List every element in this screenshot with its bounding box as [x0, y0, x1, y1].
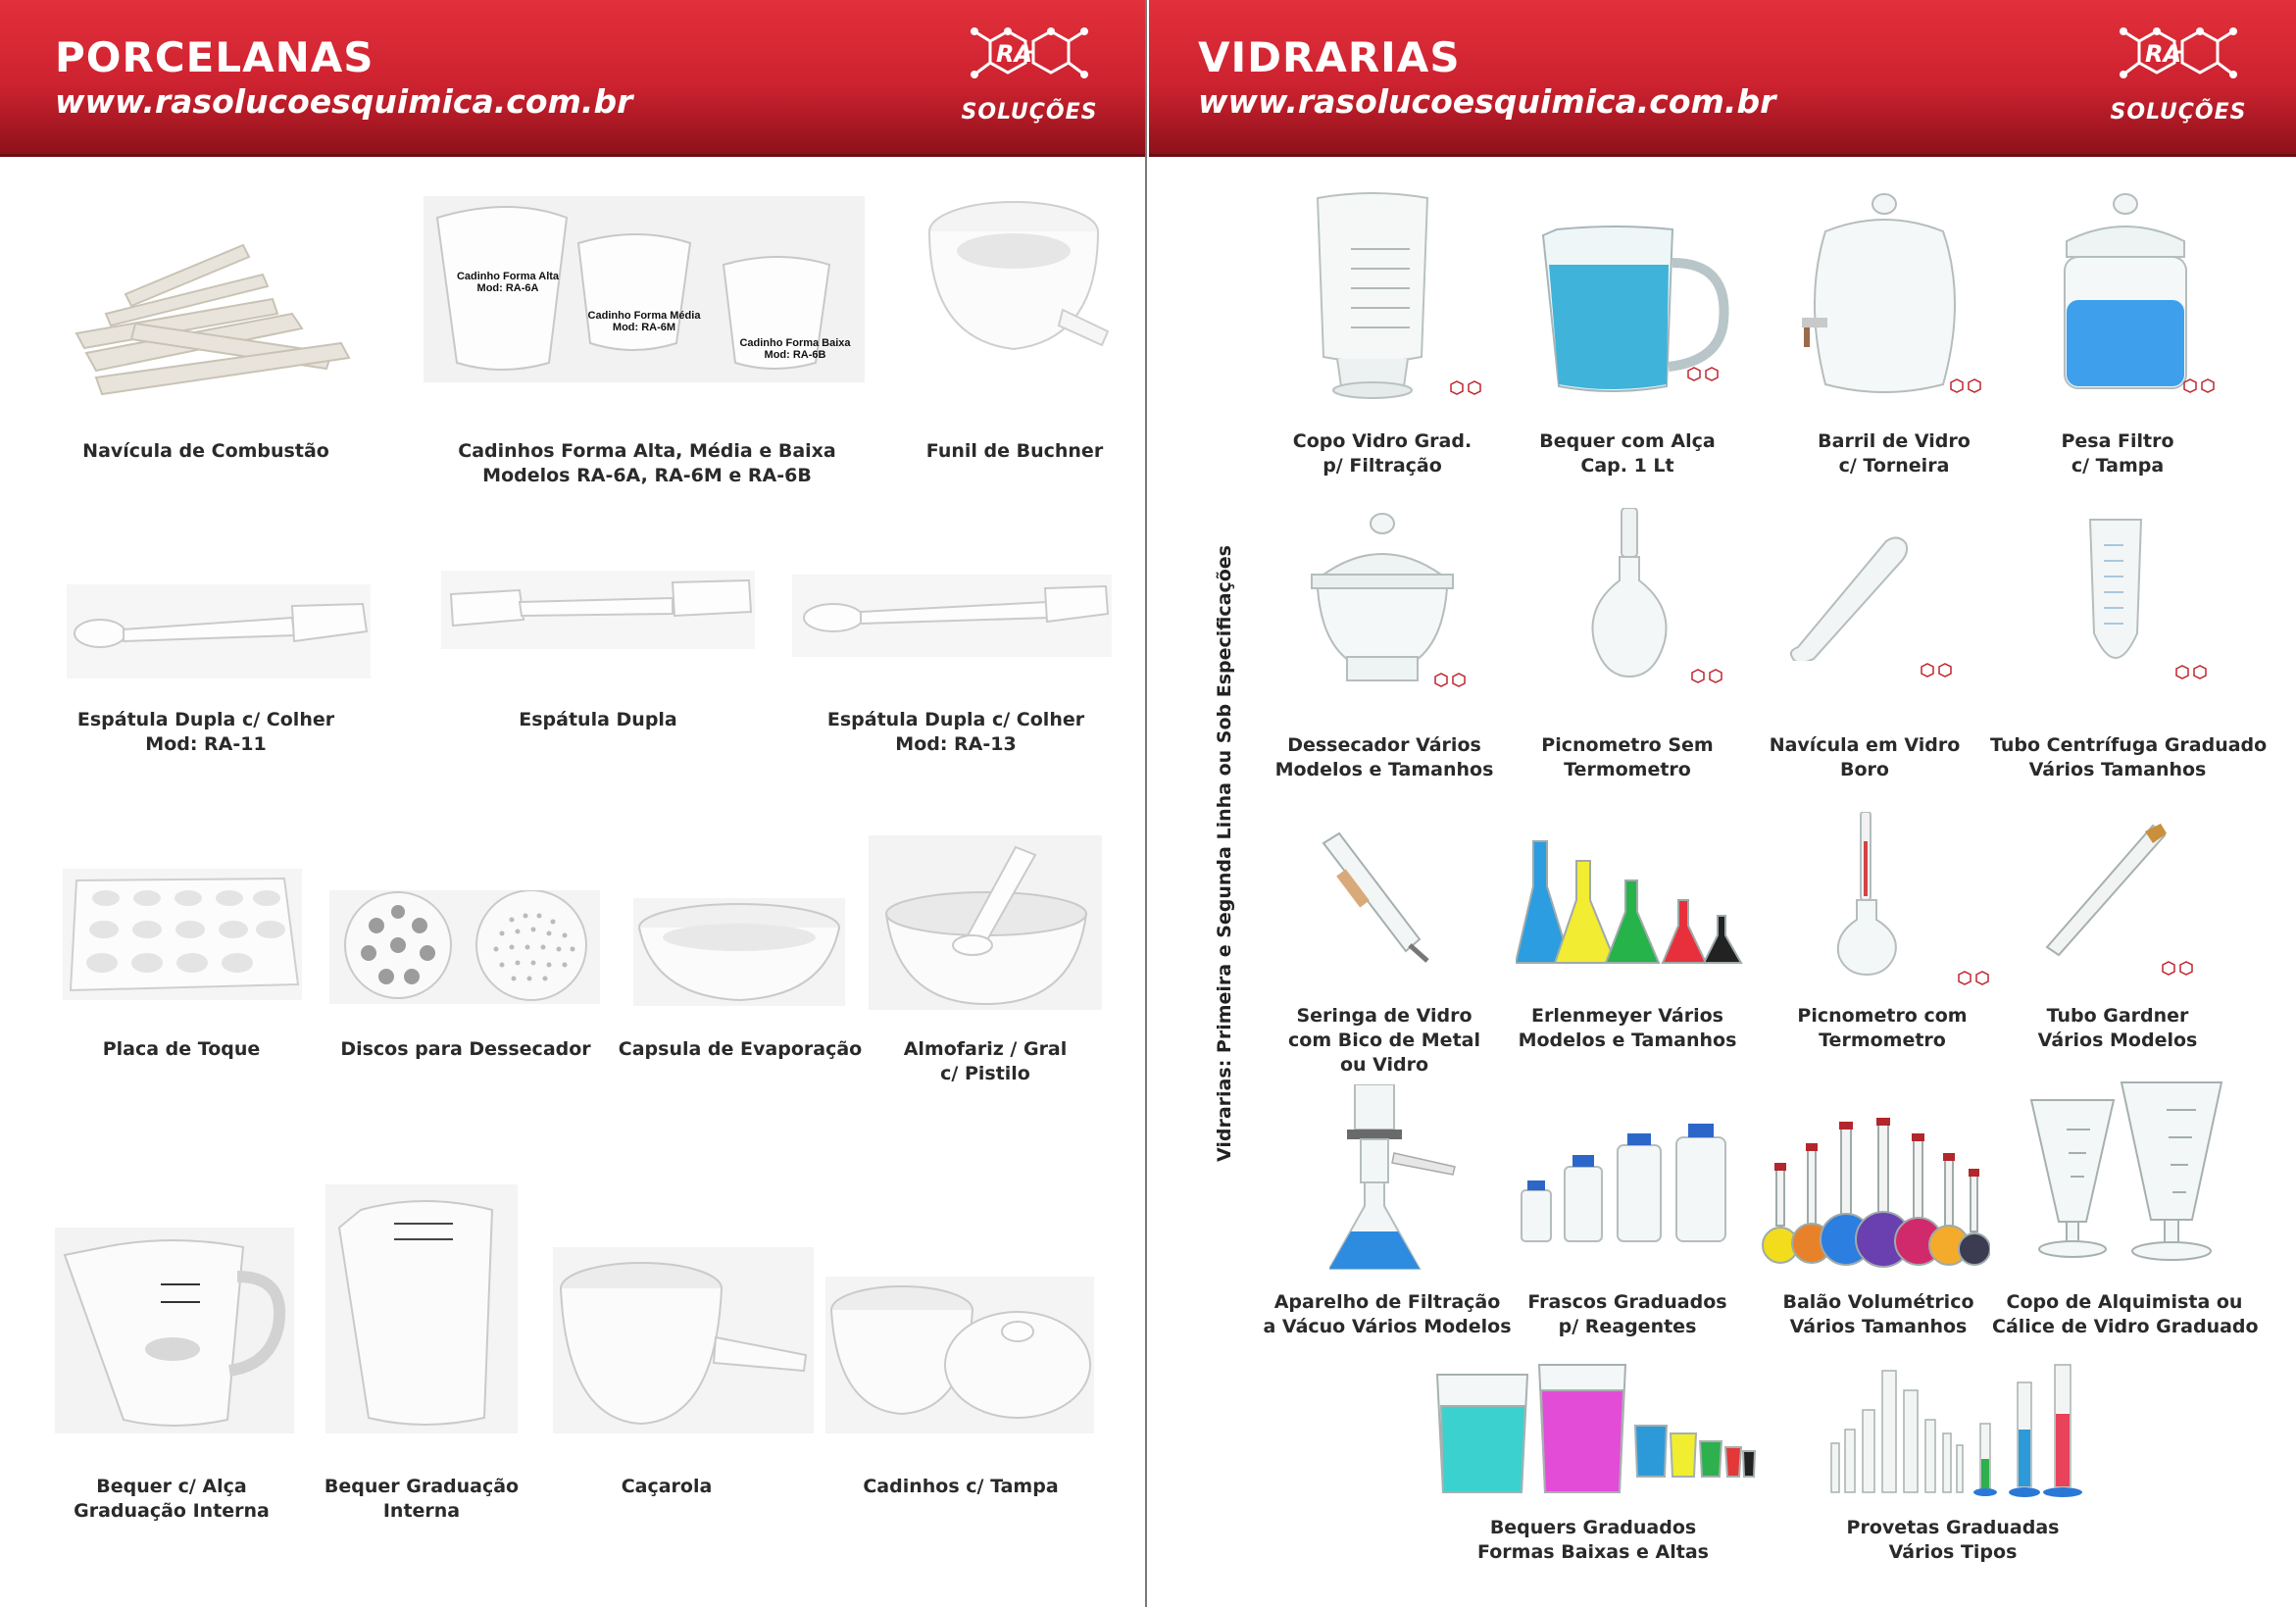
item-caption: Frascos Graduados p/ Reagentes — [1527, 1291, 1727, 1337]
buchner-funnel-icon — [916, 192, 1112, 378]
molecule-logo-icon — [2167, 665, 2218, 686]
desiccator-icon — [1304, 510, 1461, 686]
spot-plate-icon — [63, 869, 302, 1000]
logo-text: SOLUÇÕES — [2110, 100, 2247, 125]
item-caption: Cadinhos Forma Alta, Média e Baixa Modelos RA-6A, RA-6M e RA-6B — [458, 440, 836, 486]
item-caption: Bequer Graduação Interna — [324, 1476, 520, 1522]
erlenmeyer-icon — [1516, 837, 1747, 969]
logo-letter-r: RA — [996, 40, 1033, 68]
crucible-label-alta: Cadinho Forma Alta Mod: RA-6A — [456, 271, 560, 294]
item-caption: Espátula Dupla — [519, 709, 677, 730]
item-caption: Dessecador Vários Modelos e Tamanhos — [1274, 734, 1494, 780]
molecule-logo-icon — [1912, 663, 1963, 684]
molecule-logo-icon — [2110, 25, 2247, 112]
item-caption: Caçarola — [621, 1476, 713, 1497]
item-caption: Picnometro Sem Termometro — [1541, 734, 1714, 780]
item-caption: Aparelho de Filtração a Vácuo Vários Modelos — [1263, 1291, 1512, 1337]
item-caption: Capsula de Evaporação — [618, 1038, 863, 1060]
casserole-icon — [553, 1247, 814, 1433]
brand-watermark — [1941, 378, 1992, 408]
centrifuge-tube-icon — [2088, 516, 2143, 682]
item-caption: Balão Volumétrico Vários Tamanhos — [1782, 1291, 1974, 1337]
item-caption: Almofariz / Gral c/ Pistilo — [903, 1038, 1068, 1084]
brand-watermark — [1425, 673, 1476, 702]
section-title: VIDRARIAS — [1198, 33, 1461, 81]
item-caption: Pesa Filtro c/ Tampa — [2061, 430, 2174, 477]
brand-logo — [2110, 25, 2247, 133]
item-caption: Bequer com Alça Cap. 1 Lt — [1539, 430, 1716, 477]
molecule-logo-icon — [2153, 961, 2204, 982]
molecule-logo-icon — [961, 25, 1098, 112]
item-caption: Provetas Graduadas Vários Tipos — [1846, 1517, 2060, 1563]
molecule-logo-icon — [1941, 378, 1992, 400]
brand-watermark — [2153, 961, 2204, 990]
graduated-goblet-icon — [2029, 1075, 2223, 1265]
item-caption: Erlenmeyer Vários Modelos e Tamanhos — [1518, 1005, 1737, 1051]
mortar-pestle-icon — [869, 835, 1102, 1010]
item-caption: Tubo Gardner Vários Modelos — [2037, 1005, 2198, 1051]
website-url[interactable]: www.rasolucoesquimica.com.br — [55, 82, 633, 121]
filter-cup-icon — [1312, 190, 1433, 404]
gardner-tube-icon — [2043, 820, 2169, 957]
header-banner — [0, 0, 1145, 157]
item-caption: Espátula Dupla c/ Colher Mod: RA-13 — [826, 709, 1085, 755]
molecule-logo-icon — [1682, 669, 1733, 690]
brand-watermark — [1682, 669, 1733, 698]
graduated-beakers-icon — [1433, 1361, 1757, 1498]
side-note: Vidrarias: Primeira e Segunda Linha ou Sob Especificações — [1214, 545, 1235, 1162]
item-caption: Discos para Dessecador — [340, 1038, 591, 1060]
header-banner — [1149, 0, 2296, 157]
molecule-logo-icon — [1441, 380, 1492, 402]
item-caption: Tubo Centrífuga Graduado Vários Tamanhos — [1990, 734, 2268, 780]
website-url[interactable]: www.rasolucoesquimica.com.br — [1198, 82, 1776, 121]
desiccator-disc-icon — [329, 890, 600, 1004]
molecule-logo-icon — [1678, 367, 1729, 388]
item-caption: Barril de Vidro c/ Torneira — [1818, 430, 1971, 477]
glass-barrel-icon — [1796, 192, 1963, 400]
item-caption: Espátula Dupla c/ Colher Mod: RA-11 — [76, 709, 335, 755]
lidded-crucible-icon — [825, 1277, 1094, 1433]
item-caption: Navícula em Vidro Boro — [1769, 734, 1961, 780]
item-caption: Seringa de Vidro com Bico de Metal ou Vidro — [1288, 1005, 1480, 1076]
glass-syringe-icon — [1318, 831, 1439, 969]
logo-letter-r: RA — [2145, 40, 2182, 68]
spatula-spoon-icon — [792, 575, 1112, 657]
brand-watermark — [1949, 971, 2000, 1000]
item-caption: Picnometro com Termometro — [1797, 1005, 1968, 1051]
item-caption: Copo de Alquimista ou Cálice de Vidro Graduado — [1992, 1291, 2259, 1337]
item-caption: Bequer c/ Alça Graduação Interna — [74, 1476, 270, 1522]
weighing-bottle-icon — [2051, 192, 2200, 394]
double-spatula-icon — [441, 571, 755, 649]
item-caption: Cadinhos c/ Tampa — [863, 1476, 1059, 1497]
section-title: PORCELANAS — [55, 33, 374, 81]
crucible-label-media: Cadinho Forma Média Mod: RA-6M — [587, 310, 701, 333]
brand-watermark — [1912, 663, 1963, 692]
graduated-cylinders-icon — [1827, 1361, 2086, 1498]
item-caption: Placa de Toque — [102, 1038, 261, 1060]
pycnometer-thermometer-icon — [1833, 812, 1902, 977]
glass-boat-icon — [1784, 529, 1912, 661]
logo-text: SOLUÇÕES — [961, 100, 1098, 125]
combustion-boat-icon — [67, 206, 361, 402]
brand-logo — [961, 25, 1098, 133]
brand-watermark — [2167, 665, 2218, 694]
vacuum-filtration-icon — [1329, 1084, 1463, 1277]
reagent-bottles-icon — [1520, 1124, 1729, 1247]
evaporating-dish-icon — [633, 898, 845, 1006]
item-caption: Funil de Buchner — [925, 440, 1104, 462]
brand-watermark — [1678, 367, 1729, 396]
tall-beaker-icon — [325, 1184, 518, 1433]
molecule-logo-icon — [2174, 378, 2225, 400]
beaker-handle-icon — [55, 1228, 294, 1433]
brand-watermark — [2174, 378, 2225, 408]
pycnometer-icon — [1580, 508, 1678, 680]
porcelanas-page — [0, 0, 1147, 1607]
molecule-logo-icon — [1949, 971, 2000, 992]
item-caption: Copo Vidro Grad. p/ Filtração — [1292, 430, 1472, 477]
brand-watermark — [1441, 380, 1492, 410]
spatula-spoon-icon — [67, 584, 371, 678]
volumetric-flask-icon — [1761, 1118, 1990, 1269]
molecule-logo-icon — [1425, 673, 1476, 694]
item-caption: Navícula de Combustão — [82, 440, 329, 462]
crucible-label-baixa: Cadinho Forma Baixa Mod: RA-6B — [739, 337, 851, 361]
item-caption: Bequers Graduados Formas Baixas e Altas — [1477, 1517, 1709, 1563]
